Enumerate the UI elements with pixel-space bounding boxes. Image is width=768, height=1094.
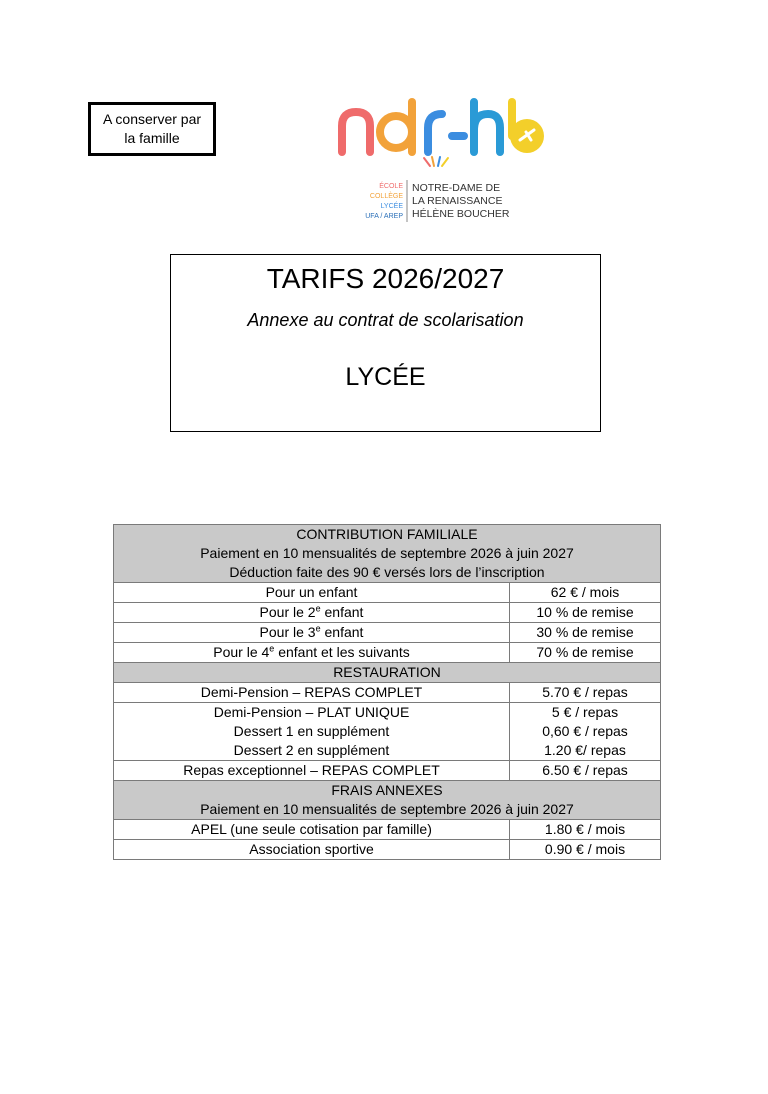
row-value: 6.50 € / repas (510, 761, 661, 781)
letter-n-shape (342, 112, 370, 152)
keep-notice-line1: A conserver par (102, 111, 202, 127)
school-level: LYCÉE (345, 363, 426, 391)
section-header-contribution (114, 525, 661, 583)
row-value: 5.70 € / repas (510, 683, 661, 703)
level-lycee: LYCÉE (380, 203, 403, 210)
row-label: Pour le 2e enfant (114, 603, 510, 623)
school-name-line2: LA RENAISSANCE (412, 195, 503, 207)
contribution-title: CONTRIBUTION FAMILIALE (296, 526, 478, 542)
row-label: Repas exceptionnel – REPAS COMPLET (114, 761, 510, 781)
row-value: 62 € / mois (510, 583, 661, 603)
dessert2-label: Dessert 2 en supplément (233, 742, 390, 758)
table-row (114, 761, 661, 781)
frais-payment: Paiement en 10 mensualités de septembre 2026 à juin 2027 (200, 801, 574, 817)
restauration-title: RESTAURATION (114, 663, 661, 683)
table-row (114, 623, 661, 643)
dessert1-value: 0,60 € / repas (542, 723, 628, 739)
frais-title: FRAIS ANNEXES (331, 782, 443, 798)
level-college: COLLÈGE (369, 193, 403, 200)
section-header-restauration (114, 663, 661, 683)
level-ecole: ÉCOLE (379, 183, 403, 190)
table-row (114, 603, 661, 623)
contribution-deduction: Déduction faite des 90 € versés lors de l’inscription (229, 564, 545, 580)
table-row-group (114, 703, 661, 761)
row-value: 10 % de remise (510, 603, 661, 623)
row-label: Demi-Pension – PLAT UNIQUE Dessert 1 en supplément Dessert 2 en supplément (114, 703, 510, 761)
row-label: Association sportive (114, 840, 510, 860)
levels-list (365, 181, 403, 220)
contribution-payment: Paiement en 10 mensualités de septembre 2026 à juin 2027 (200, 545, 574, 561)
table-row (114, 583, 661, 603)
section-header-frais (114, 781, 661, 820)
row-value: 30 % de remise (510, 623, 661, 643)
school-name-line1: NOTRE-DAME DE (412, 182, 501, 194)
row-value: 70 % de remise (510, 643, 661, 663)
letter-d-bowl (380, 116, 412, 148)
table-row (114, 683, 661, 703)
row-label: Pour le 3e enfant (114, 623, 510, 643)
letter-r-shape (428, 114, 442, 152)
school-name-line3: HÉLÈNE BOUCHER (412, 208, 510, 220)
page-title: TARIFS 2026/2027 (266, 263, 505, 294)
table-row (114, 820, 661, 840)
row-label: Pour un enfant (114, 583, 510, 603)
sun-rays-icon (424, 157, 448, 166)
row-value: 1.80 € / mois (510, 820, 661, 840)
ndrhb-wordmark (342, 102, 512, 152)
row-label: Pour le 4e enfant et les suivants (114, 643, 510, 663)
table-row (114, 840, 661, 860)
table-row (114, 643, 661, 663)
letter-h-shape (474, 102, 500, 152)
school-name (412, 182, 510, 220)
row-label: APEL (une seule cotisation par famille) (114, 820, 510, 840)
row-label: Demi-Pension – REPAS COMPLET (114, 683, 510, 703)
level-ufa: UFA / AREP (365, 213, 403, 220)
row-value: 0.90 € / mois (510, 840, 661, 860)
keep-notice-line2: la famille (124, 130, 180, 146)
row-value: 5 € / repas 0,60 € / repas 1.20 €/ repas (510, 703, 661, 761)
tariffs-table (113, 524, 661, 860)
dessert1-label: Dessert 1 en supplément (233, 723, 390, 739)
page-subtitle: Annexe au contrat de scolarisation (247, 310, 524, 330)
dessert2-value: 1.20 €/ repas (544, 742, 626, 758)
school-logo (334, 96, 550, 226)
keep-notice-box (88, 102, 216, 156)
title-box (170, 254, 601, 432)
